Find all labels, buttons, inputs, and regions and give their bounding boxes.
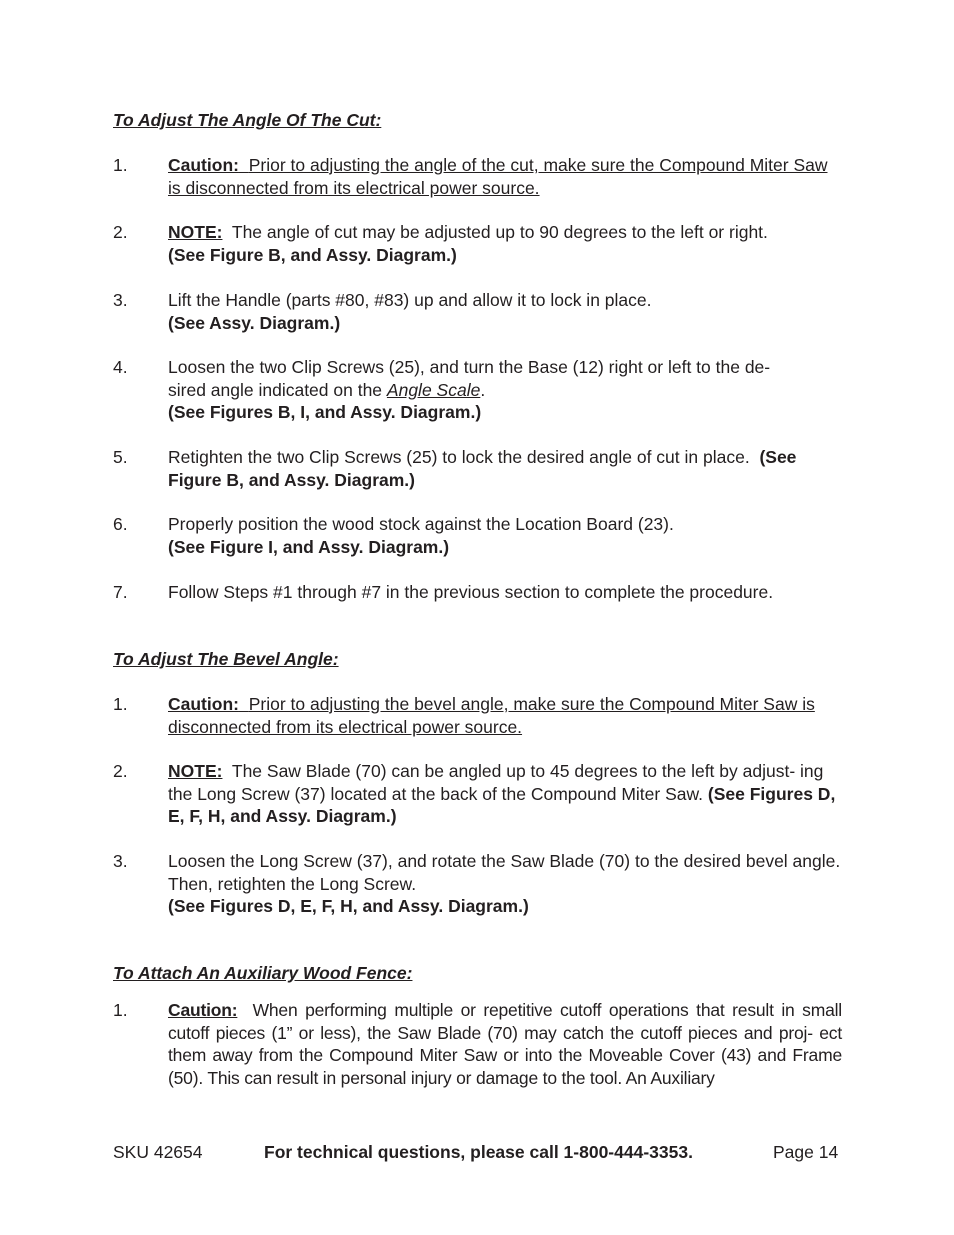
caution-text: Prior to adjusting the angle of the cut, make sure the Compound Miter Saw is disconnected from its electrical power source.: [168, 155, 828, 198]
reference-text: (See Figures D, E, F, H, and Assy. Diagram.): [168, 896, 529, 916]
item-number: 1.: [113, 694, 128, 714]
note-label: NOTE:: [168, 222, 223, 242]
item-text: Follow Steps #1 through #7 in the previous section to complete the procedure.: [168, 582, 774, 602]
footer-support-phone: For technical questions, please call 1-800-444-3353.: [264, 1142, 693, 1162]
note-text: The angle of cut may be adjusted up to 90 degrees to the left or right.: [231, 222, 768, 242]
footer-page-number: Page 14: [773, 1142, 839, 1162]
item-body: [168, 446, 842, 491]
caution-label: Caution:: [168, 155, 239, 175]
footer-sku: SKU 42654: [113, 1142, 203, 1162]
note-label: NOTE:: [168, 761, 223, 781]
item-number: 2.: [113, 222, 128, 242]
item-body: [168, 693, 842, 738]
item-number: 4.: [113, 357, 128, 377]
item-number: 3.: [113, 851, 128, 871]
reference-text: (See Assy. Diagram.): [168, 312, 341, 333]
item-body: [168, 154, 836, 199]
item-number: 5.: [113, 447, 128, 467]
item-body: [168, 760, 842, 828]
caution-label: Caution:: [168, 694, 239, 714]
reference-text: (See Figures B, I, and Assy. Diagram.): [168, 402, 482, 422]
caution-text: Prior to adjusting the bevel angle, make sure the Compound Miter Saw is disconnected from its electrical power source.: [168, 694, 815, 737]
item-number: 2.: [113, 761, 128, 781]
reference-text: (See: [759, 447, 797, 467]
item-body: [168, 513, 842, 558]
item-text: Loosen the two Clip Screws (25), and turn the Base (12) right or left to the de-: [168, 357, 771, 377]
reference-text: (See Figures D, E, F, H, and Assy. Diagram.): [168, 783, 836, 826]
item-text-end: .: [480, 379, 486, 400]
caution-text: When performing multiple or repetitive cutoff operations that result in small cutoff pieces (1” or less), the Saw Blade (70) may catch the cutoff pieces and proj- ect them away from the Compound Miter Saw or into the Moveable Cover (43) and Frame (50). This can result in personal injury or damage to the tool. An Auxiliary: [168, 1000, 842, 1088]
reference-text: (See Figure B, and Assy. Diagram.): [168, 244, 457, 265]
caution-label: Caution:: [168, 1000, 238, 1020]
section-heading-angle-of-cut: To Adjust The Angle Of The Cut:: [113, 110, 382, 130]
reference-text: (See Figure I, and Assy. Diagram.): [168, 536, 450, 557]
item-number: 7.: [113, 582, 128, 602]
item-text: Loosen the Long Screw (37), and rotate the Saw Blade (70) to the desired bevel angle. Then, retighten the Long Screw.: [168, 851, 841, 894]
angle-scale-term: Angle Scale: [386, 379, 481, 400]
item-body: [168, 221, 842, 266]
item-number: 3.: [113, 290, 128, 310]
item-body: [168, 999, 842, 1089]
item-body: [168, 289, 842, 334]
item-text: Lift the Handle (parts #80, #83) up and allow it to lock in place.: [168, 290, 652, 310]
item-body: [168, 581, 842, 604]
reference-text-cont: Figure B, and Assy. Diagram.): [168, 469, 415, 490]
item-number: 6.: [113, 514, 128, 534]
item-body: [168, 356, 842, 424]
item-text: Properly position the wood stock against the Location Board (23).: [168, 514, 674, 534]
item-number: 1.: [113, 1000, 128, 1020]
item-text: Retighten the two Clip Screws (25) to lock the desired angle of cut in place.: [168, 447, 750, 467]
item-text-cont: sired angle indicated on the: [168, 379, 383, 400]
item-number: 1.: [113, 155, 128, 175]
section-heading-bevel-angle: To Adjust The Bevel Angle:: [113, 649, 339, 669]
note-text: The Saw Blade (70) can be angled up to 45 degrees to the left by adjust- ing the Long Screw (37) located at the back of the Compound Miter Saw.: [168, 761, 824, 804]
item-body: [168, 850, 842, 918]
section-heading-auxiliary-fence: To Attach An Auxiliary Wood Fence:: [113, 963, 413, 983]
